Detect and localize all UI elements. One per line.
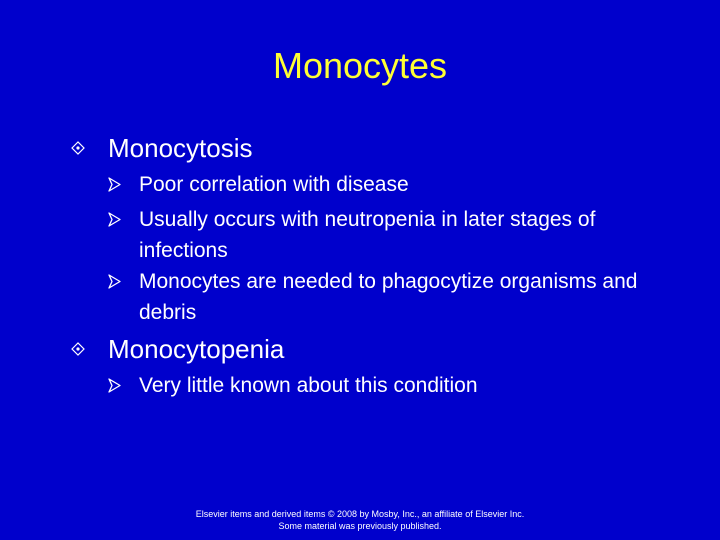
sub-bullet-item — [108, 266, 648, 328]
sub-bullet-text: Very little known about this condition — [139, 374, 478, 397]
bullet-heading-text: Monocytosis — [108, 133, 253, 163]
arrowhead-bullet-icon — [108, 378, 121, 393]
arrowhead-bullet-icon — [108, 274, 121, 289]
sub-bullet-text: Monocytes are needed to phagocytize organisms and debris — [139, 270, 638, 324]
arrowhead-bullet-icon — [108, 212, 121, 227]
sub-bullet-item — [108, 169, 648, 200]
footer-line-1: Elsevier items and derived items © 2008 by Mosby, Inc., an affiliate of Elsevier Inc. — [195, 509, 525, 519]
copyright-footer — [0, 508, 720, 532]
sub-bullet-item — [108, 204, 648, 266]
sub-bullet-item — [108, 370, 648, 401]
bullet-heading-text: Monocytopenia — [108, 334, 285, 364]
sub-bullet-text: Usually occurs with neutropenia in later stages of infections — [139, 208, 596, 262]
sub-bullet-text: Poor correlation with disease — [139, 173, 409, 196]
bullet-icon — [70, 141, 86, 155]
arrowhead-bullet-icon — [108, 177, 121, 192]
bullet-icon — [70, 342, 86, 356]
footer-line-2: Some material was previously published. — [278, 521, 442, 531]
slide-title: Monocytes — [272, 45, 448, 86]
